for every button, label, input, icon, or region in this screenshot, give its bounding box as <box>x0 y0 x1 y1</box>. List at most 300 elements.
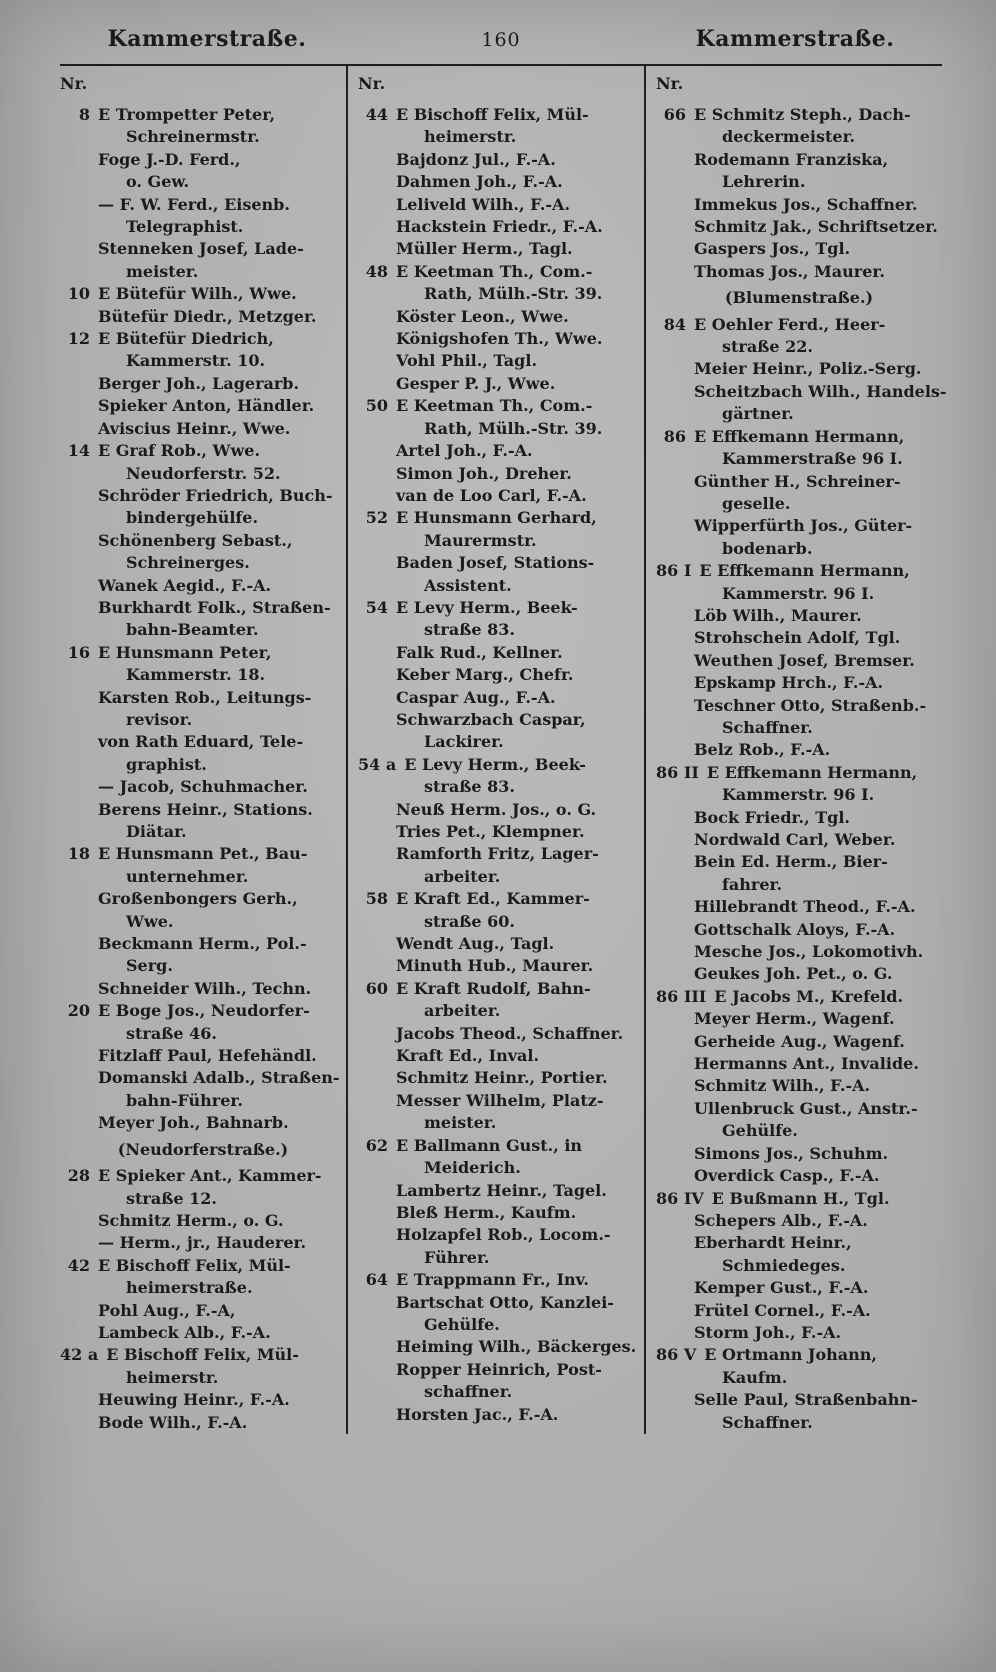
line-text: straße 22. <box>722 337 813 357</box>
line-text: deckermeister. <box>722 127 856 147</box>
line-text: Bleß Herm., Kaufm. <box>396 1202 577 1222</box>
entry-line <box>358 507 644 529</box>
line-text: Bode Wilh., F.-A. <box>98 1412 248 1432</box>
continuation-line <box>358 575 644 597</box>
resident-line <box>60 1232 346 1254</box>
resident-line <box>358 687 644 709</box>
line-text: Kammerstr. 96 I. <box>722 583 875 603</box>
line-text: Gaspers Jos., Tgl. <box>694 239 851 259</box>
line-text: Selle Paul, Straßenbahn- <box>694 1390 918 1410</box>
line-text: E Schmitz Steph., Dach- <box>694 105 911 124</box>
resident-line <box>656 381 947 403</box>
resident-line <box>358 485 644 507</box>
resident-line <box>358 194 644 216</box>
continuation-line <box>60 709 346 731</box>
line-text: E Ballmann Gust., in <box>396 1135 583 1155</box>
continuation-line <box>60 1023 346 1045</box>
resident-line <box>656 672 942 694</box>
line-text: Bein Ed. Herm., Bier- <box>694 852 888 872</box>
line-text: Kammerstr. 96 I. <box>722 785 875 805</box>
line-text: Wwe. <box>126 911 174 931</box>
resident-line <box>60 687 346 709</box>
line-text: gärtner. <box>722 404 794 424</box>
continuation-line <box>60 507 346 529</box>
resident-line <box>358 1336 644 1358</box>
resident-line <box>60 1389 346 1411</box>
line-text: Burkhardt Folk., Straßen- <box>98 597 331 617</box>
line-text: E Jacobs M., Krefeld. <box>714 986 904 1006</box>
line-text: (Neudorferstraße.) <box>117 1139 289 1159</box>
entry-line <box>656 560 942 582</box>
continuation-line <box>60 1090 346 1112</box>
line-text: Berger Joh., Lagerarb. <box>98 373 300 393</box>
line-text: Aviscius Heinr., Wwe. <box>98 418 291 438</box>
house-number: 54 a <box>358 754 397 774</box>
nr-column-label: Nr. <box>60 74 88 93</box>
line-text: Wipperfürth Jos., Güter- <box>694 516 913 536</box>
continuation-line <box>656 717 942 739</box>
running-head-left: Kammerstraße. <box>107 26 307 52</box>
directory-column-2 <box>346 66 644 1434</box>
resident-line <box>656 1053 942 1075</box>
line-text: E Levy Herm., Beek- <box>396 597 578 617</box>
resident-line <box>60 799 346 821</box>
resident-line <box>656 896 942 918</box>
resident-line <box>656 739 942 761</box>
resident-line <box>358 463 644 485</box>
continuation-line <box>60 350 346 372</box>
resident-line <box>358 1224 644 1246</box>
house-number: 86 III <box>656 986 707 1006</box>
line-text: Kammerstr. 10. <box>126 351 266 371</box>
resident-line <box>60 1300 346 1322</box>
continuation-line <box>656 171 942 193</box>
line-text: Strohschein Adolf, Tgl. <box>694 628 901 648</box>
line-text: Schmitz Herm., o. G. <box>98 1210 284 1230</box>
continuation-line <box>656 1255 942 1277</box>
line-text: E Bütefür Wilh., Wwe. <box>98 284 297 304</box>
line-text: bahn-Führer. <box>126 1090 243 1110</box>
street-note <box>656 287 942 309</box>
resident-line <box>60 306 346 328</box>
resident-line <box>358 1359 644 1381</box>
resident-line <box>656 1098 942 1120</box>
line-text: E Boge Jos., Neudorfer- <box>98 1001 310 1021</box>
continuation-line <box>656 1367 942 1389</box>
continuation-line <box>656 1412 942 1434</box>
resident-line <box>358 1404 644 1426</box>
house-number: 58 <box>365 889 388 909</box>
house-number: 54 <box>365 597 388 617</box>
line-text: Wanek Aegid., F.-A. <box>98 575 272 595</box>
resident-line <box>656 1031 942 1053</box>
continuation-line <box>656 784 942 806</box>
line-text: Artel Joh., F.-A. <box>396 441 533 461</box>
line-text: o. Gew. <box>126 172 190 192</box>
resident-line <box>656 1143 942 1165</box>
line-text: Kammerstr. 18. <box>126 665 266 685</box>
resident-line <box>656 919 942 941</box>
continuation-line <box>60 216 346 238</box>
resident-line <box>358 306 644 328</box>
resident-line <box>358 350 644 372</box>
directory-column-1 <box>60 66 346 1434</box>
entry-line <box>358 754 644 776</box>
line-text: straße 83. <box>424 777 515 797</box>
line-text: Falk Rud., Kellner. <box>396 642 563 662</box>
resident-line <box>60 731 346 753</box>
resident-line <box>60 888 346 910</box>
entry-line <box>358 1135 644 1157</box>
continuation-line <box>358 126 644 148</box>
line-text: Kaufm. <box>722 1367 788 1387</box>
resident-line <box>60 418 346 440</box>
line-text: schaffner. <box>424 1382 513 1402</box>
entry-line <box>358 888 644 910</box>
resident-line <box>358 552 644 574</box>
resident-line <box>358 933 644 955</box>
house-number: 86 V <box>656 1345 697 1365</box>
resident-line <box>358 216 644 238</box>
line-text: Dahmen Joh., F.-A. <box>396 172 563 192</box>
line-text: Schreinermstr. <box>126 127 260 147</box>
line-text: — Herm., jr., Hauderer. <box>98 1233 307 1253</box>
resident-line <box>60 1210 346 1232</box>
continuation-line <box>60 955 346 977</box>
line-text: Schaffner. <box>722 1412 813 1432</box>
entry-line <box>358 978 644 1000</box>
line-text: Löb Wilh., Maurer. <box>694 605 862 625</box>
resident-line <box>656 1277 942 1299</box>
entry-line <box>656 426 942 448</box>
resident-line <box>358 373 644 395</box>
resident-line <box>358 709 644 731</box>
line-text: Schmiedeges. <box>722 1255 846 1275</box>
resident-line <box>358 440 644 462</box>
line-text: heimerstr. <box>126 1367 219 1387</box>
line-text: Hackstein Friedr., F.-A. <box>396 217 603 237</box>
line-text: Bartschat Otto, Kanzlei- <box>396 1292 614 1312</box>
resident-line <box>358 664 644 686</box>
line-text: (Blumenstraße.) <box>724 288 874 308</box>
line-text: Leliveld Wilh., F.-A. <box>396 194 571 214</box>
continuation-line <box>656 448 942 470</box>
line-text: Rodemann Franziska, <box>694 149 889 169</box>
line-text: Meier Heinr., Poliz.-Serg. <box>694 359 922 379</box>
resident-line <box>656 963 942 985</box>
street-note <box>60 1139 346 1161</box>
continuation-line <box>358 283 644 305</box>
resident-line <box>656 807 942 829</box>
house-number: 86 IV <box>656 1188 704 1208</box>
continuation-line <box>60 866 346 888</box>
entry-line <box>60 642 346 664</box>
line-text: Führer. <box>424 1247 490 1267</box>
continuation-line <box>358 1000 644 1022</box>
line-text: E Effkemann Hermann, <box>706 762 918 782</box>
house-number: 66 <box>663 105 686 124</box>
line-text: Simon Joh., Dreher. <box>396 463 572 483</box>
line-text: E Effkemann Hermann, <box>694 426 905 446</box>
line-text: heimerstr. <box>424 127 517 147</box>
line-text: Fitzlaff Paul, Hefehändl. <box>98 1046 317 1066</box>
entry-line <box>656 1344 942 1366</box>
resident-line <box>358 1045 644 1067</box>
line-text: Schönenberg Sebast., <box>98 530 293 550</box>
house-number: 16 <box>67 642 90 662</box>
line-text: Assistent. <box>424 575 512 595</box>
resident-line <box>656 851 942 873</box>
continuation-line <box>358 1381 644 1403</box>
resident-line <box>60 1112 346 1134</box>
line-text: Neuß Herm. Jos., o. G. <box>396 799 597 819</box>
resident-line <box>60 1322 346 1344</box>
resident-line <box>60 575 346 597</box>
house-number: 84 <box>663 314 686 334</box>
line-text: geselle. <box>722 493 791 513</box>
resident-line <box>358 821 644 843</box>
entry-line <box>60 843 346 865</box>
line-text: Rath, Mülh.-Str. 39. <box>424 418 603 438</box>
line-text: revisor. <box>126 709 193 729</box>
line-text: Storm Joh., F.-A. <box>694 1322 842 1342</box>
house-number: 28 <box>67 1166 90 1186</box>
resident-line <box>656 1210 942 1232</box>
continuation-line <box>60 1188 346 1210</box>
column-3-lines <box>656 104 947 1434</box>
resident-line <box>60 530 346 552</box>
line-text: Jacobs Theod., Schaffner. <box>396 1023 624 1043</box>
line-text: Schreinerges. <box>126 553 250 573</box>
column-1-lines <box>60 104 346 1434</box>
line-text: E Hunsmann Gerhard, <box>396 508 597 528</box>
line-text: Meyer Herm., Wagenf. <box>694 1009 895 1029</box>
line-text: Maurermstr. <box>424 530 537 550</box>
house-number: 60 <box>365 978 388 998</box>
resident-line <box>358 1023 644 1045</box>
entry-line <box>60 283 346 305</box>
line-text: — Jacob, Schuhmacher. <box>98 777 308 797</box>
house-number: 42 <box>67 1255 90 1275</box>
resident-line <box>60 1067 346 1089</box>
line-text: Simons Jos., Schuhm. <box>694 1143 889 1163</box>
house-number: 50 <box>365 396 388 416</box>
line-text: Schmitz Wilh., F.-A. <box>694 1076 871 1096</box>
resident-line <box>60 373 346 395</box>
house-number: 86 I <box>656 561 692 581</box>
continuation-line <box>358 530 644 552</box>
continuation-line <box>60 821 346 843</box>
continuation-line <box>656 126 942 148</box>
line-text: Foge J.-D. Ferd., <box>98 149 241 169</box>
resident-line <box>656 829 942 851</box>
entry-line <box>358 261 644 283</box>
line-text: Mesche Jos., Lokomotivh. <box>694 942 924 962</box>
line-text: Schröder Friedrich, Buch- <box>98 485 333 505</box>
line-text: arbeiter. <box>424 1001 501 1021</box>
line-text: unternehmer. <box>126 866 249 886</box>
house-number: 8 <box>78 105 90 124</box>
continuation-line <box>358 1247 644 1269</box>
line-text: E Trappmann Fr., Inv. <box>396 1270 589 1290</box>
resident-line <box>358 642 644 664</box>
continuation-line <box>358 619 644 641</box>
entry-line <box>60 1165 346 1187</box>
line-text: Weuthen Josef, Bremser. <box>694 650 915 670</box>
resident-line <box>656 1232 942 1254</box>
line-text: Serg. <box>126 956 173 976</box>
house-number: 64 <box>365 1270 388 1290</box>
entry-line <box>60 440 346 462</box>
resident-line <box>656 515 942 537</box>
continuation-line <box>60 619 346 641</box>
resident-line <box>358 1202 644 1224</box>
line-text: Belz Rob., F.-A. <box>694 740 831 760</box>
line-text: Minuth Hub., Maurer. <box>396 956 594 976</box>
line-text: E Effkemann Hermann, <box>699 561 910 581</box>
line-text: Tries Pet., Klempner. <box>396 822 585 841</box>
line-text: — F. W. Ferd., Eisenb. <box>98 194 290 214</box>
line-text: Gehülfe. <box>424 1314 500 1334</box>
line-text: Meiderich. <box>424 1158 521 1178</box>
line-text: Ropper Heinrich, Post- <box>396 1359 602 1379</box>
resident-line <box>656 216 942 238</box>
continuation-line <box>60 261 346 283</box>
continuation-line <box>60 1277 346 1299</box>
line-text: E Hunsmann Pet., Bau- <box>98 844 308 864</box>
resident-line <box>358 799 644 821</box>
line-text: Kraft Ed., Inval. <box>396 1046 540 1066</box>
line-text: E Graf Rob., Wwe. <box>98 441 261 461</box>
line-text: Messer Wilhelm, Platz- <box>396 1090 604 1110</box>
resident-line <box>60 597 346 619</box>
entry-line <box>656 1188 942 1210</box>
line-text: Frütel Cornel., F.-A. <box>694 1300 871 1320</box>
resident-line <box>656 358 942 380</box>
line-text: E Bischoff Felix, Mül- <box>396 105 589 124</box>
line-text: Schepers Alb., F.-A. <box>694 1210 868 1230</box>
line-text: Beckmann Herm., Pol.- <box>98 934 307 954</box>
continuation-line <box>60 171 346 193</box>
continuation-line <box>358 776 644 798</box>
resident-line <box>656 471 942 493</box>
continuation-line <box>60 754 346 776</box>
line-text: Heuwing Heinr., F.-A. <box>98 1390 290 1410</box>
nr-column-label: Nr. <box>656 74 684 93</box>
line-text: meister. <box>126 261 199 281</box>
resident-line <box>656 149 942 171</box>
entry-line <box>358 104 644 126</box>
line-text: Schaffner. <box>722 717 813 737</box>
resident-line <box>656 627 942 649</box>
line-text: Domanski Adalb., Straßen- <box>98 1068 340 1088</box>
line-text: Telegraphist. <box>126 217 244 237</box>
line-text: Großenbongers Gerh., <box>98 889 298 909</box>
line-text: Kammerstraße 96 I. <box>722 449 903 469</box>
resident-line <box>358 955 644 977</box>
house-number: 86 II <box>656 762 699 782</box>
line-text: straße 60. <box>424 911 515 931</box>
line-text: Keber Marg., Chefr. <box>396 665 574 685</box>
continuation-line <box>358 911 644 933</box>
resident-line <box>60 238 346 260</box>
line-text: E Trompetter Peter, <box>98 105 276 124</box>
resident-line <box>358 1090 644 1112</box>
line-text: E Bußmann H., Tgl. <box>711 1188 890 1208</box>
resident-line <box>656 695 942 717</box>
line-text: Schneider Wilh., Techn. <box>98 978 312 998</box>
continuation-line <box>656 336 942 358</box>
line-text: Günther H., Schreiner- <box>694 471 901 491</box>
line-text: Geukes Joh. Pet., o. G. <box>694 964 893 984</box>
continuation-line <box>656 583 942 605</box>
line-text: Nordwald Carl, Weber. <box>694 830 896 849</box>
resident-line <box>656 1300 942 1322</box>
line-text: Kemper Gust., F.-A. <box>694 1278 869 1298</box>
line-text: Eberhardt Heinr., <box>694 1233 852 1253</box>
house-number: 44 <box>365 105 388 124</box>
entry-line <box>358 395 644 417</box>
line-text: heimerstraße. <box>126 1278 253 1298</box>
line-text: Berens Heinr., Stations. <box>98 799 313 819</box>
continuation-line <box>358 418 644 440</box>
resident-line <box>358 1067 644 1089</box>
line-text: E Keetman Th., Com.- <box>396 396 593 416</box>
line-text: Heiming Wilh., Bäckerges. <box>396 1337 637 1357</box>
line-text: Neudorferstr. 52. <box>126 463 281 483</box>
resident-line <box>656 261 942 283</box>
line-text: Scheitzbach Wilh., Handels- <box>694 381 947 401</box>
line-text: Karsten Rob., Leitungs- <box>98 687 312 707</box>
line-text: Teschner Otto, Straßenb.- <box>694 695 927 715</box>
entry-line <box>656 986 942 1008</box>
line-text: E Bischoff Felix, Mül- <box>106 1345 299 1365</box>
resident-line <box>358 843 644 865</box>
line-text: Bajdonz Jul., F.-A. <box>396 149 556 169</box>
entry-line <box>60 328 346 350</box>
running-head-right: Kammerstraße. <box>695 26 895 52</box>
line-text: bodenarb. <box>722 538 813 558</box>
continuation-line <box>358 866 644 888</box>
line-text: Hermanns Ant., Invalide. <box>694 1054 919 1074</box>
resident-line <box>60 194 346 216</box>
line-text: Köster Leon., Wwe. <box>396 306 569 326</box>
resident-line <box>656 1389 942 1411</box>
line-text: Schmitz Jak., Schriftsetzer. <box>694 217 938 237</box>
resident-line <box>656 941 942 963</box>
directory-column-3 <box>644 66 947 1434</box>
line-text: Gesper P. J., Wwe. <box>396 373 556 393</box>
continuation-line <box>60 1367 346 1389</box>
continuation-line <box>358 1314 644 1336</box>
continuation-line <box>60 463 346 485</box>
entry-line <box>656 104 942 126</box>
house-number: 86 <box>663 426 686 446</box>
resident-line <box>60 1045 346 1067</box>
resident-line <box>656 1075 942 1097</box>
line-text: Bütefür Diedr., Metzger. <box>98 306 317 326</box>
continuation-line <box>60 126 346 148</box>
resident-line <box>656 1322 942 1344</box>
line-text: E Levy Herm., Beek- <box>404 754 586 774</box>
line-text: Meyer Joh., Bahnarb. <box>98 1113 289 1133</box>
entry-line <box>656 314 942 336</box>
line-text: Müller Herm., Tagl. <box>396 239 573 259</box>
continuation-line <box>656 874 942 896</box>
entry-line <box>358 597 644 619</box>
line-text: Hillebrandt Theod., F.-A. <box>694 897 916 917</box>
line-text: van de Loo Carl, F.-A. <box>396 485 587 505</box>
